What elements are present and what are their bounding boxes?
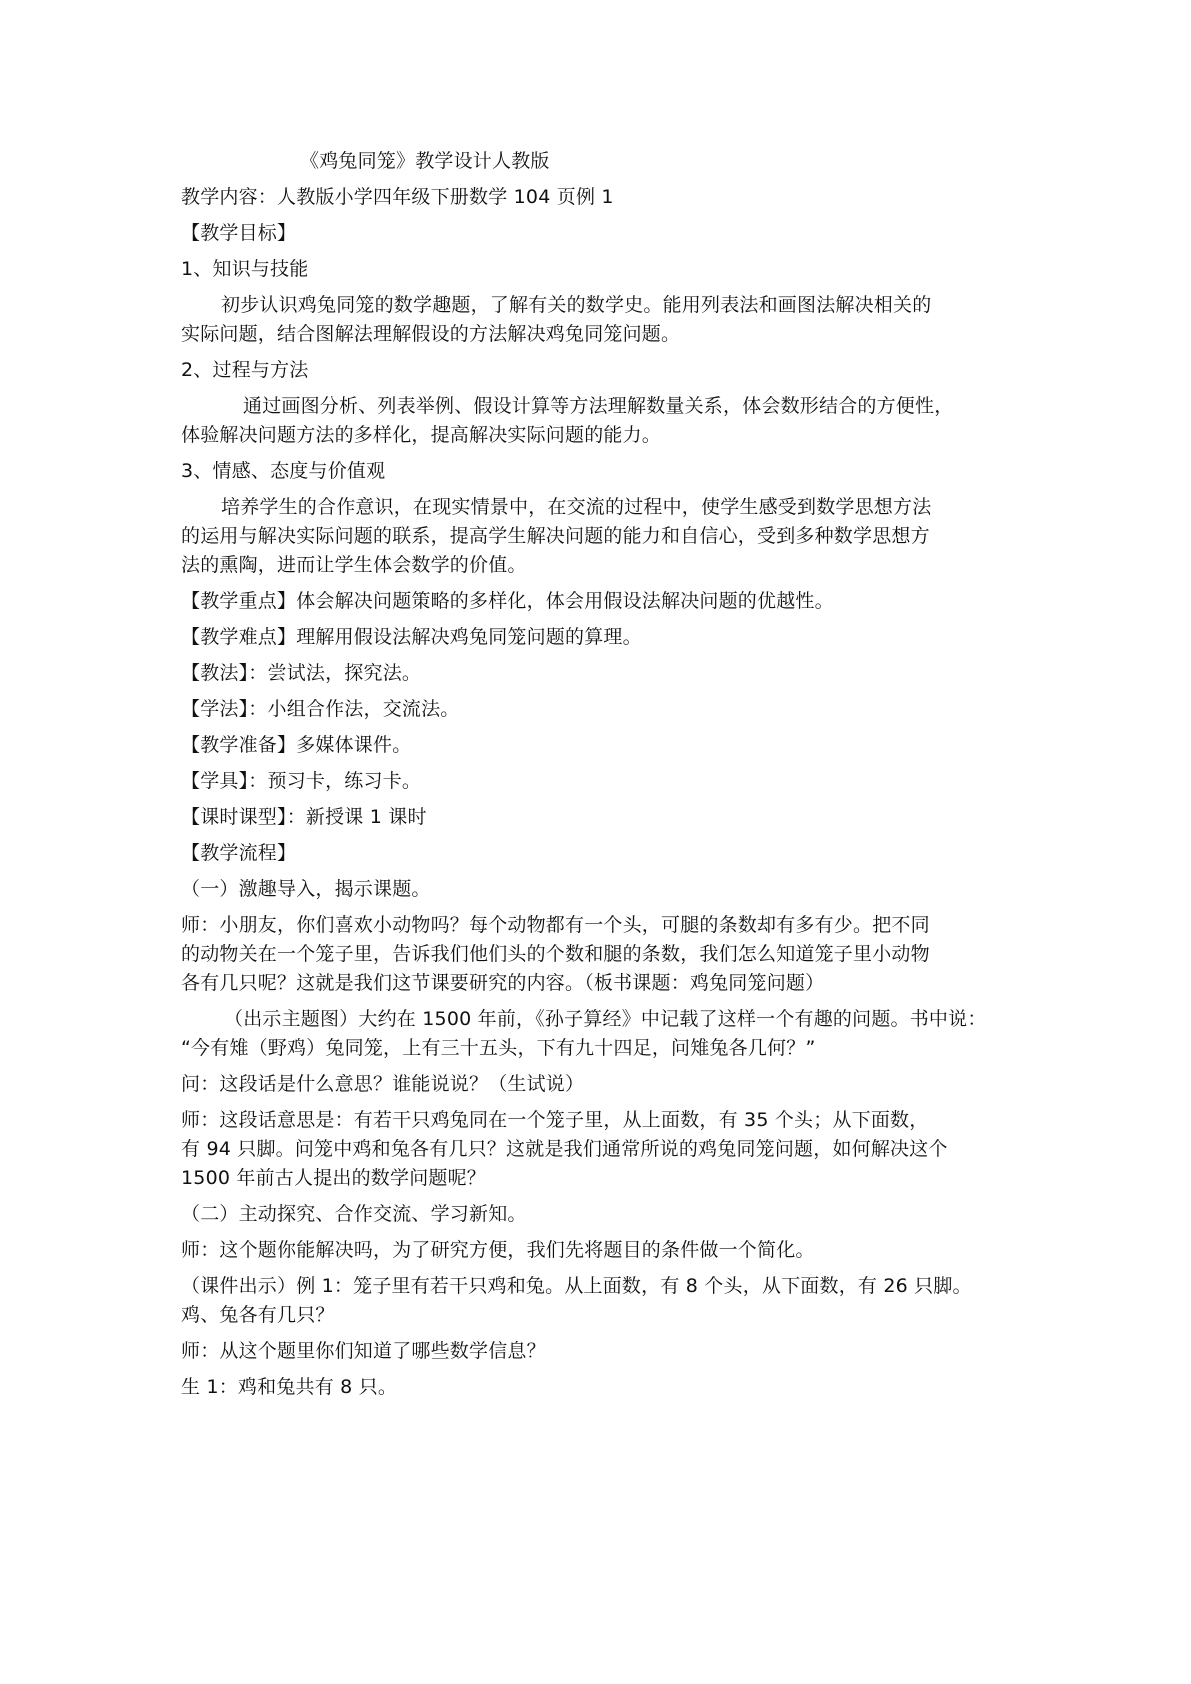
knowledge-paragraph-line: 实际问题，结合图解法理解假设的方法解决鸡兔同笼问题。 (181, 323, 681, 345)
emotion-paragraph-line: 培养学生的合作意识，在现实情景中，在交流的过程中，使学生感受到数学思想方法 (221, 496, 932, 518)
example-line: （课件出示）例 1：笼子里有若干只鸡和兔。从上面数，有 8 个头，从下面数，有 26 只脚。 (181, 1275, 972, 1297)
knowledge-paragraph-line: 初步认识鸡兔同笼的数学趣题，了解有关的数学史。能用列表法和画图法解决相关的 (221, 294, 932, 316)
learning-tools: 【学具】：预习卡，练习卡。 (181, 770, 422, 792)
process-heading: 2、过程与方法 (181, 359, 309, 381)
teaching-method: 【教法】：尝试法，探究法。 (181, 662, 422, 684)
process-paragraph-line: 通过画图分析、列表举例、假设计算等方法理解数量关系，体会数形结合的方便性， (243, 395, 954, 417)
document-title: 《鸡兔同笼》教学设计人教版 (300, 150, 550, 172)
process-paragraph-line: 体验解决问题方法的多样化，提高解决实际问题的能力。 (181, 424, 662, 446)
part1-heading: （一）激趣导入，揭示课题。 (181, 878, 431, 900)
teacher-line: 有 94 只脚。问笼中鸡和兔各有几只？这就是我们通常所说的鸡兔同笼问题，如何解决这个 (181, 1138, 948, 1160)
teacher-line: 1500 年前古人提出的数学问题呢？ (181, 1167, 486, 1189)
objectives-heading: 【教学目标】 (181, 222, 297, 244)
question-line: 问：这段话是什么意思？谁能说说？（生试说） (181, 1073, 585, 1095)
learning-method: 【学法】：小组合作法，交流法。 (181, 698, 460, 720)
teacher-line: 师：这个题你能解决吗，为了研究方便，我们先将题目的条件做一个简化。 (181, 1239, 815, 1261)
teaching-content: 教学内容：人教版小学四年级下册数学 104 页例 1 (181, 186, 614, 208)
teacher-line: 各有几只呢？这就是我们这节课要研究的内容。（板书课题：鸡兔同笼问题） (181, 972, 825, 994)
intro-line: （出示主题图）大约在 1500 年前，《孙子算经》中记载了这样一个有趣的问题。书中说： (224, 1008, 987, 1030)
difficulty-point: 【教学难点】理解用假设法解决鸡兔同笼问题的算理。 (181, 626, 642, 648)
teacher-line: 师：从这个题里你们知道了哪些数学信息？ (181, 1340, 546, 1362)
emotion-paragraph-line: 法的熏陶，进而让学生体会数学的价值。 (181, 554, 527, 576)
teacher-line: 师：这段话意思是：有若干只鸡兔同在一个笼子里，从上面数，有 35 个头；从下面数， (181, 1109, 929, 1131)
student-line: 生 1：鸡和兔共有 8 只。 (181, 1376, 398, 1398)
part2-heading: （二）主动探究、合作交流、学习新知。 (181, 1203, 527, 1225)
process-flow-heading: 【教学流程】 (181, 842, 297, 864)
intro-line: “今有雉（野鸡）兔同笼，上有三十五头，下有九十四足，问雉兔各几何？” (181, 1037, 816, 1059)
lesson-type: 【课时课型】：新授课 1 课时 (181, 806, 427, 828)
knowledge-heading: 1、知识与技能 (181, 258, 309, 280)
key-point: 【教学重点】体会解决问题策略的多样化，体会用假设法解决问题的优越性。 (181, 590, 834, 612)
emotion-heading: 3、情感、态度与价值观 (181, 460, 386, 482)
preparation: 【教学准备】多媒体课件。 (181, 734, 412, 756)
emotion-paragraph-line: 的运用与解决实际问题的联系，提高学生解决问题的能力和自信心，受到多种数学思想方 (181, 525, 930, 547)
example-line: 鸡、兔各有几只？ (181, 1304, 335, 1326)
teacher-line: 的动物关在一个笼子里，告诉我们他们头的个数和腿的条数，我们怎么知道笼子里小动物 (181, 943, 930, 965)
teacher-line: 师：小朋友，你们喜欢小动物吗？每个动物都有一个头，可腿的条数却有多有少。把不同 (181, 914, 930, 936)
